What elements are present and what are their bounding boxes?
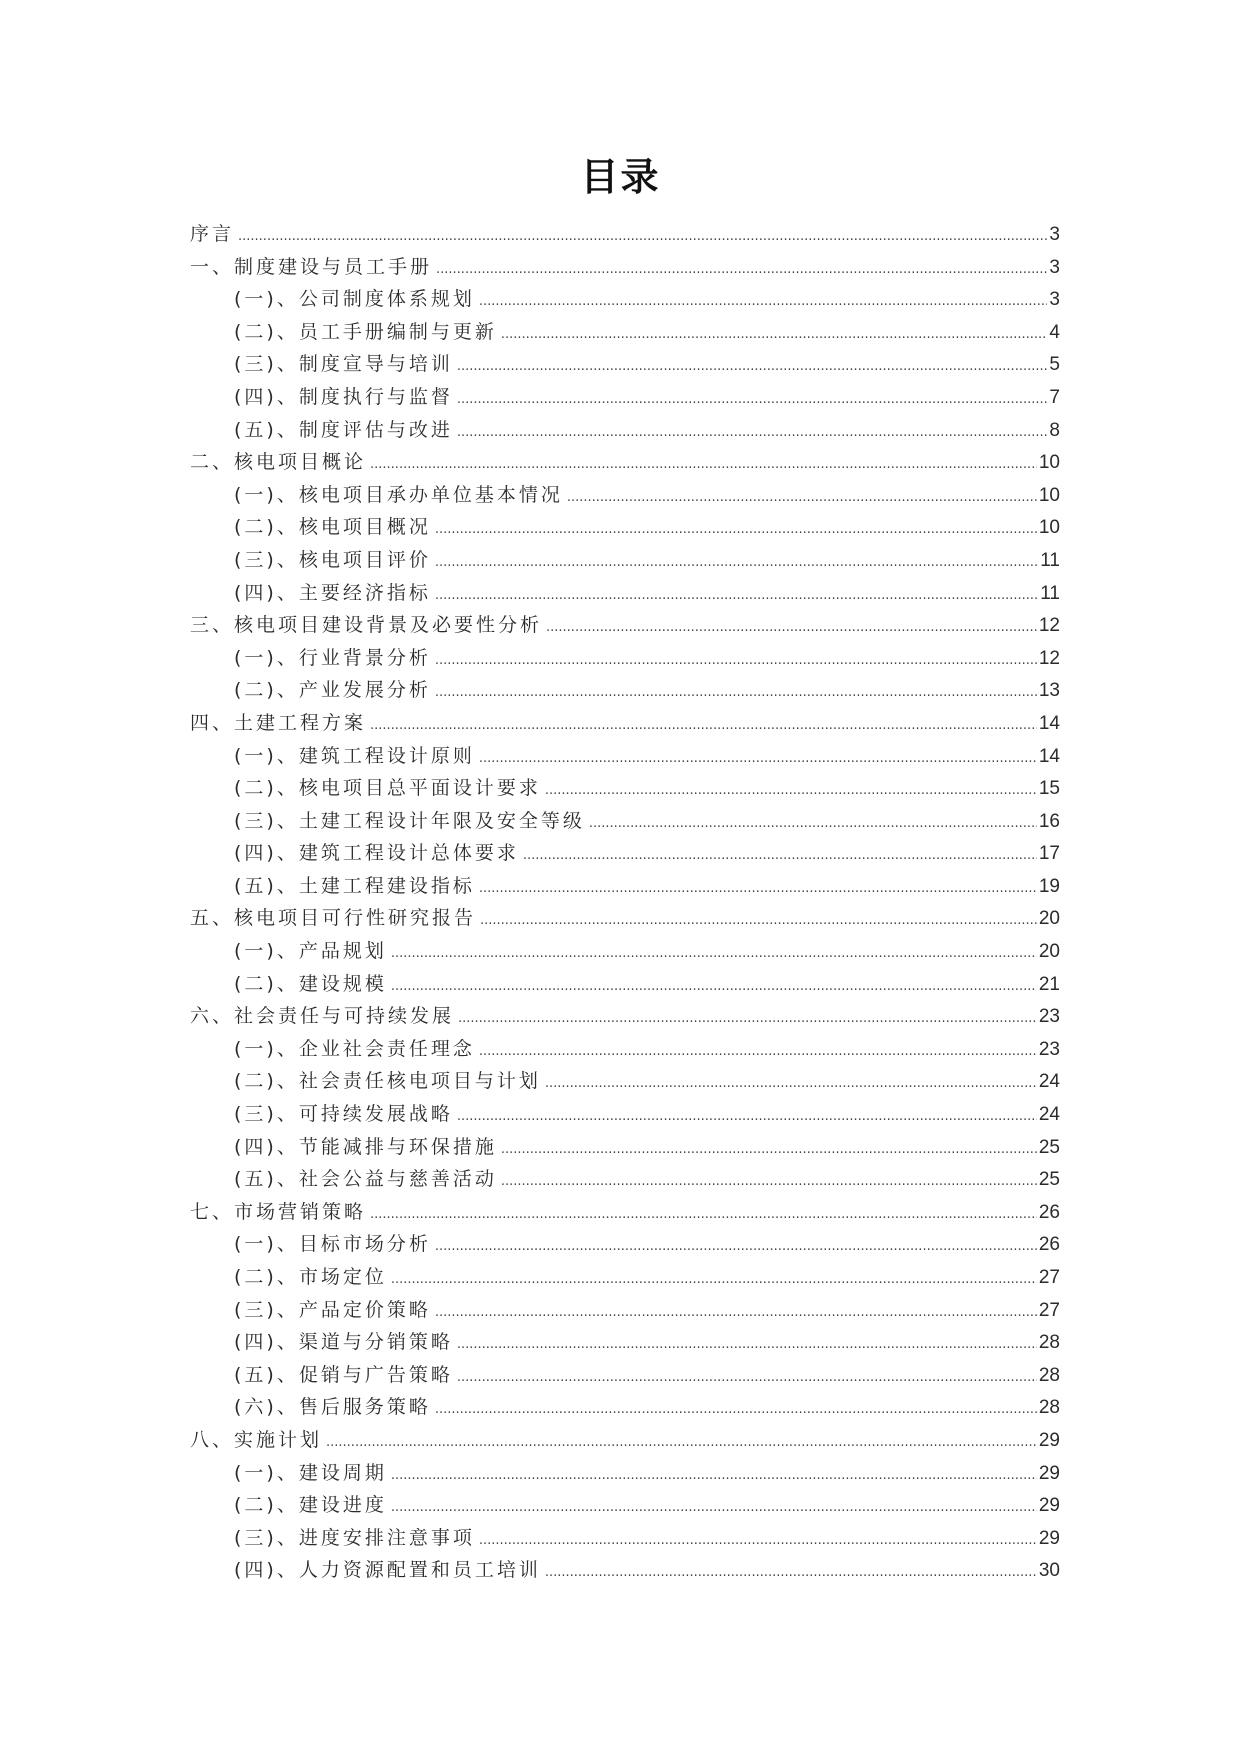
toc-entry-page-number: 20	[1038, 908, 1060, 930]
dot-leader	[457, 1101, 1037, 1134]
toc-subsection-entry[interactable]	[190, 1098, 1060, 1131]
toc-entry-page-number: 26	[1038, 1201, 1060, 1223]
dot-leader	[501, 319, 1048, 352]
toc-subsection-entry[interactable]	[190, 1163, 1060, 1196]
dot-leader	[479, 1036, 1037, 1069]
toc-entry-label: (四)、人力资源配置和员工培训	[234, 1559, 541, 1582]
toc-entry-label: 八、实施计划	[190, 1428, 323, 1451]
toc-subsection-entry[interactable]	[190, 1294, 1060, 1327]
toc-entry-label: 序言	[190, 223, 235, 245]
dot-leader	[458, 1003, 1037, 1036]
dot-leader	[545, 775, 1037, 808]
toc-entry-label: (一)、企业社会责任理念	[234, 1037, 475, 1060]
dot-leader	[501, 1134, 1037, 1167]
toc-entry-page-number: 28	[1038, 1332, 1060, 1354]
toc-subsection-entry[interactable]	[190, 316, 1060, 349]
toc-entry-label: (六)、售后服务策略	[234, 1396, 431, 1419]
toc-entry-label: 二、核电项目概论	[190, 451, 367, 474]
toc-subsection-entry[interactable]	[190, 1489, 1060, 1522]
toc-entry-page-number: 5	[1049, 354, 1060, 376]
toc-subsection-entry[interactable]	[190, 674, 1060, 707]
toc-subsection-entry[interactable]	[190, 1065, 1060, 1098]
toc-subsection-entry[interactable]	[190, 837, 1060, 870]
toc-entry-label: (三)、制度宣导与培训	[234, 353, 453, 376]
toc-subsection-entry[interactable]	[190, 479, 1060, 512]
dot-leader	[479, 743, 1037, 776]
toc-entry-page-number: 10	[1038, 452, 1060, 474]
toc-entry-page-number: 25	[1038, 1136, 1060, 1158]
toc-entry-page-number: 8	[1049, 419, 1060, 441]
dot-leader	[589, 808, 1037, 841]
table-of-contents	[190, 218, 1060, 1587]
dot-leader	[435, 677, 1037, 710]
toc-section-entry[interactable]	[190, 609, 1060, 642]
toc-entry-page-number: 3	[1049, 289, 1060, 311]
toc-entry-page-number: 11	[1040, 549, 1060, 571]
toc-entry-page-number: 24	[1038, 1104, 1060, 1126]
toc-entry-label: (一)、建设周期	[234, 1461, 387, 1484]
toc-entry-label: (二)、核电项目概况	[234, 516, 431, 539]
toc-subsection-entry[interactable]	[190, 805, 1060, 838]
dot-leader	[457, 1329, 1037, 1362]
toc-entry-label: (四)、渠道与分销策略	[234, 1331, 453, 1354]
toc-entry-page-number: 14	[1038, 745, 1060, 767]
dot-leader	[435, 645, 1037, 678]
toc-entry-page-number: 13	[1038, 680, 1060, 702]
toc-entry-label: (四)、主要经济指标	[234, 581, 431, 604]
toc-entry-label: (一)、公司制度体系规划	[234, 288, 475, 311]
toc-entry-label: (四)、节能减排与环保措施	[234, 1135, 497, 1158]
toc-subsection-entry[interactable]	[190, 740, 1060, 773]
dot-leader	[435, 547, 1038, 580]
toc-section-entry[interactable]	[190, 251, 1060, 284]
toc-entry-label: 四、土建工程方案	[190, 711, 367, 734]
toc-entry-page-number: 19	[1038, 875, 1060, 897]
dot-leader	[479, 1525, 1037, 1558]
toc-entry-page-number: 23	[1038, 1006, 1060, 1028]
toc-entry-page-number: 16	[1038, 810, 1060, 832]
dot-leader	[457, 384, 1048, 417]
toc-subsection-entry[interactable]	[190, 870, 1060, 903]
toc-subsection-entry[interactable]	[190, 1522, 1060, 1555]
toc-entry-page-number: 10	[1038, 484, 1060, 506]
toc-entry-label: (四)、制度执行与监督	[234, 385, 453, 408]
toc-entry-label: (二)、建设规模	[234, 972, 387, 995]
toc-subsection-entry[interactable]	[190, 772, 1060, 805]
toc-entry-label: (一)、产品规划	[234, 940, 387, 963]
dot-leader	[370, 710, 1037, 743]
toc-entry-page-number: 29	[1038, 1495, 1060, 1517]
toc-subsection-entry[interactable]	[190, 1554, 1060, 1587]
toc-subsection-entry[interactable]	[190, 968, 1060, 1001]
toc-entry-label: (三)、进度安排注意事项	[234, 1526, 475, 1549]
toc-entry-label: (一)、建筑工程设计原则	[234, 744, 475, 767]
toc-entry-page-number: 14	[1038, 712, 1060, 734]
toc-subsection-entry[interactable]	[190, 1033, 1060, 1066]
toc-entry-page-number: 30	[1038, 1560, 1060, 1582]
toc-entry-page-number: 4	[1049, 321, 1060, 343]
dot-leader	[436, 254, 1047, 287]
toc-entry-label: 五、核电项目可行性研究报告	[190, 907, 477, 930]
dot-leader	[391, 938, 1037, 971]
toc-entry-label: (二)、社会责任核电项目与计划	[234, 1070, 541, 1093]
toc-entry-label: (一)、核电项目承办单位基本情况	[234, 483, 563, 506]
toc-entry-page-number: 3	[1049, 224, 1060, 245]
dot-leader	[326, 1427, 1037, 1460]
toc-entry-page-number: 27	[1038, 1299, 1060, 1321]
dot-leader	[501, 1166, 1037, 1199]
toc-entry-page-number: 15	[1038, 778, 1060, 800]
toc-entry-page-number: 17	[1038, 843, 1060, 865]
toc-entry-label: (三)、可持续发展战略	[234, 1103, 453, 1126]
toc-subsection-entry[interactable]	[190, 1228, 1060, 1261]
toc-entry-page-number: 11	[1040, 582, 1060, 604]
toc-entry-page-number: 29	[1038, 1462, 1060, 1484]
toc-entry-label: (五)、促销与广告策略	[234, 1363, 453, 1386]
dot-leader	[545, 1068, 1037, 1101]
toc-entry-page-number: 29	[1038, 1527, 1060, 1549]
dot-leader	[370, 1199, 1037, 1232]
toc-entry-label: (五)、社会公益与慈善活动	[234, 1168, 497, 1191]
toc-subsection-entry[interactable]	[190, 348, 1060, 381]
dot-leader	[457, 417, 1048, 450]
toc-entry-label: 三、核电项目建设背景及必要性分析	[190, 614, 543, 637]
toc-section-entry[interactable]	[190, 1000, 1060, 1033]
dot-leader	[435, 580, 1038, 613]
dot-leader	[435, 514, 1037, 547]
toc-entry-label: (三)、产品定价策略	[234, 1298, 431, 1321]
toc-entry-page-number: 24	[1038, 1071, 1060, 1093]
toc-entry-label: 一、制度建设与员工手册	[190, 255, 433, 278]
toc-subsection-entry[interactable]	[190, 511, 1060, 544]
toc-entry-label: (五)、土建工程建设指标	[234, 874, 475, 897]
toc-section-entry[interactable]	[190, 1424, 1060, 1457]
toc-entry-label: (一)、目标市场分析	[234, 1233, 431, 1256]
toc-subsection-entry[interactable]	[190, 381, 1060, 414]
toc-entry-label: (五)、制度评估与改进	[234, 418, 453, 441]
toc-section-entry[interactable]	[190, 218, 1060, 251]
toc-subsection-entry[interactable]	[190, 1261, 1060, 1294]
dot-leader	[479, 286, 1048, 319]
toc-entry-page-number: 7	[1049, 386, 1060, 408]
dot-leader	[457, 1362, 1037, 1395]
dot-leader	[523, 840, 1037, 873]
dot-leader	[391, 1492, 1037, 1525]
dot-leader	[546, 612, 1037, 645]
toc-entry-page-number: 3	[1049, 256, 1060, 278]
toc-entry-page-number: 27	[1038, 1267, 1060, 1288]
dot-leader	[567, 482, 1037, 515]
toc-subsection-entry[interactable]	[190, 1457, 1060, 1490]
toc-entry-label: (二)、建设进度	[234, 1494, 387, 1517]
toc-subsection-entry[interactable]	[190, 1391, 1060, 1424]
dot-leader	[435, 1297, 1037, 1330]
toc-entry-page-number: 20	[1038, 941, 1060, 963]
dot-leader	[545, 1557, 1037, 1590]
dot-leader	[457, 351, 1048, 384]
dot-leader	[370, 449, 1037, 482]
toc-entry-label: (二)、市场定位	[234, 1266, 387, 1288]
dot-leader	[391, 1460, 1037, 1493]
toc-subsection-entry[interactable]	[190, 935, 1060, 968]
toc-section-entry[interactable]	[190, 1196, 1060, 1229]
toc-entry-page-number: 12	[1038, 647, 1060, 669]
toc-entry-label: (三)、土建工程设计年限及安全等级	[234, 809, 585, 832]
toc-entry-label: (二)、核电项目总平面设计要求	[234, 777, 541, 800]
toc-subsection-entry[interactable]	[190, 642, 1060, 675]
toc-section-entry[interactable]	[190, 446, 1060, 479]
toc-entry-page-number: 21	[1038, 973, 1060, 995]
toc-entry-label: (四)、建筑工程设计总体要求	[234, 842, 519, 865]
toc-subsection-entry[interactable]	[190, 544, 1060, 577]
toc-subsection-entry[interactable]	[190, 414, 1060, 447]
toc-entry-label: (二)、产业发展分析	[234, 679, 431, 702]
toc-entry-label: 七、市场营销策略	[190, 1200, 367, 1223]
toc-entry-page-number: 10	[1038, 517, 1060, 539]
toc-entry-label: (三)、核电项目评价	[234, 548, 431, 571]
toc-entry-page-number: 12	[1038, 615, 1060, 637]
toc-entry-label: (一)、行业背景分析	[234, 646, 431, 669]
page-title: 目录	[580, 155, 661, 199]
dot-leader	[480, 905, 1037, 938]
dot-leader	[391, 971, 1037, 1004]
dot-leader	[435, 1394, 1037, 1427]
dot-leader	[391, 1264, 1037, 1297]
dot-leader	[479, 873, 1037, 906]
toc-subsection-entry[interactable]	[190, 283, 1060, 316]
toc-section-entry[interactable]	[190, 707, 1060, 740]
dot-leader	[435, 1231, 1037, 1264]
dot-leader	[238, 221, 1047, 254]
toc-entry-label: (二)、员工手册编制与更新	[234, 320, 497, 343]
toc-subsection-entry[interactable]	[190, 1326, 1060, 1359]
toc-section-entry[interactable]	[190, 902, 1060, 935]
toc-entry-page-number: 23	[1038, 1038, 1060, 1060]
toc-subsection-entry[interactable]	[190, 577, 1060, 610]
toc-entry-page-number: 29	[1038, 1429, 1060, 1451]
toc-entry-page-number: 26	[1038, 1234, 1060, 1256]
toc-entry-page-number: 28	[1038, 1364, 1060, 1386]
toc-entry-page-number: 25	[1038, 1169, 1060, 1191]
toc-subsection-entry[interactable]	[190, 1359, 1060, 1392]
toc-subsection-entry[interactable]	[190, 1131, 1060, 1164]
toc-entry-page-number: 28	[1038, 1397, 1060, 1419]
toc-entry-label: 六、社会责任与可持续发展	[190, 1005, 455, 1028]
